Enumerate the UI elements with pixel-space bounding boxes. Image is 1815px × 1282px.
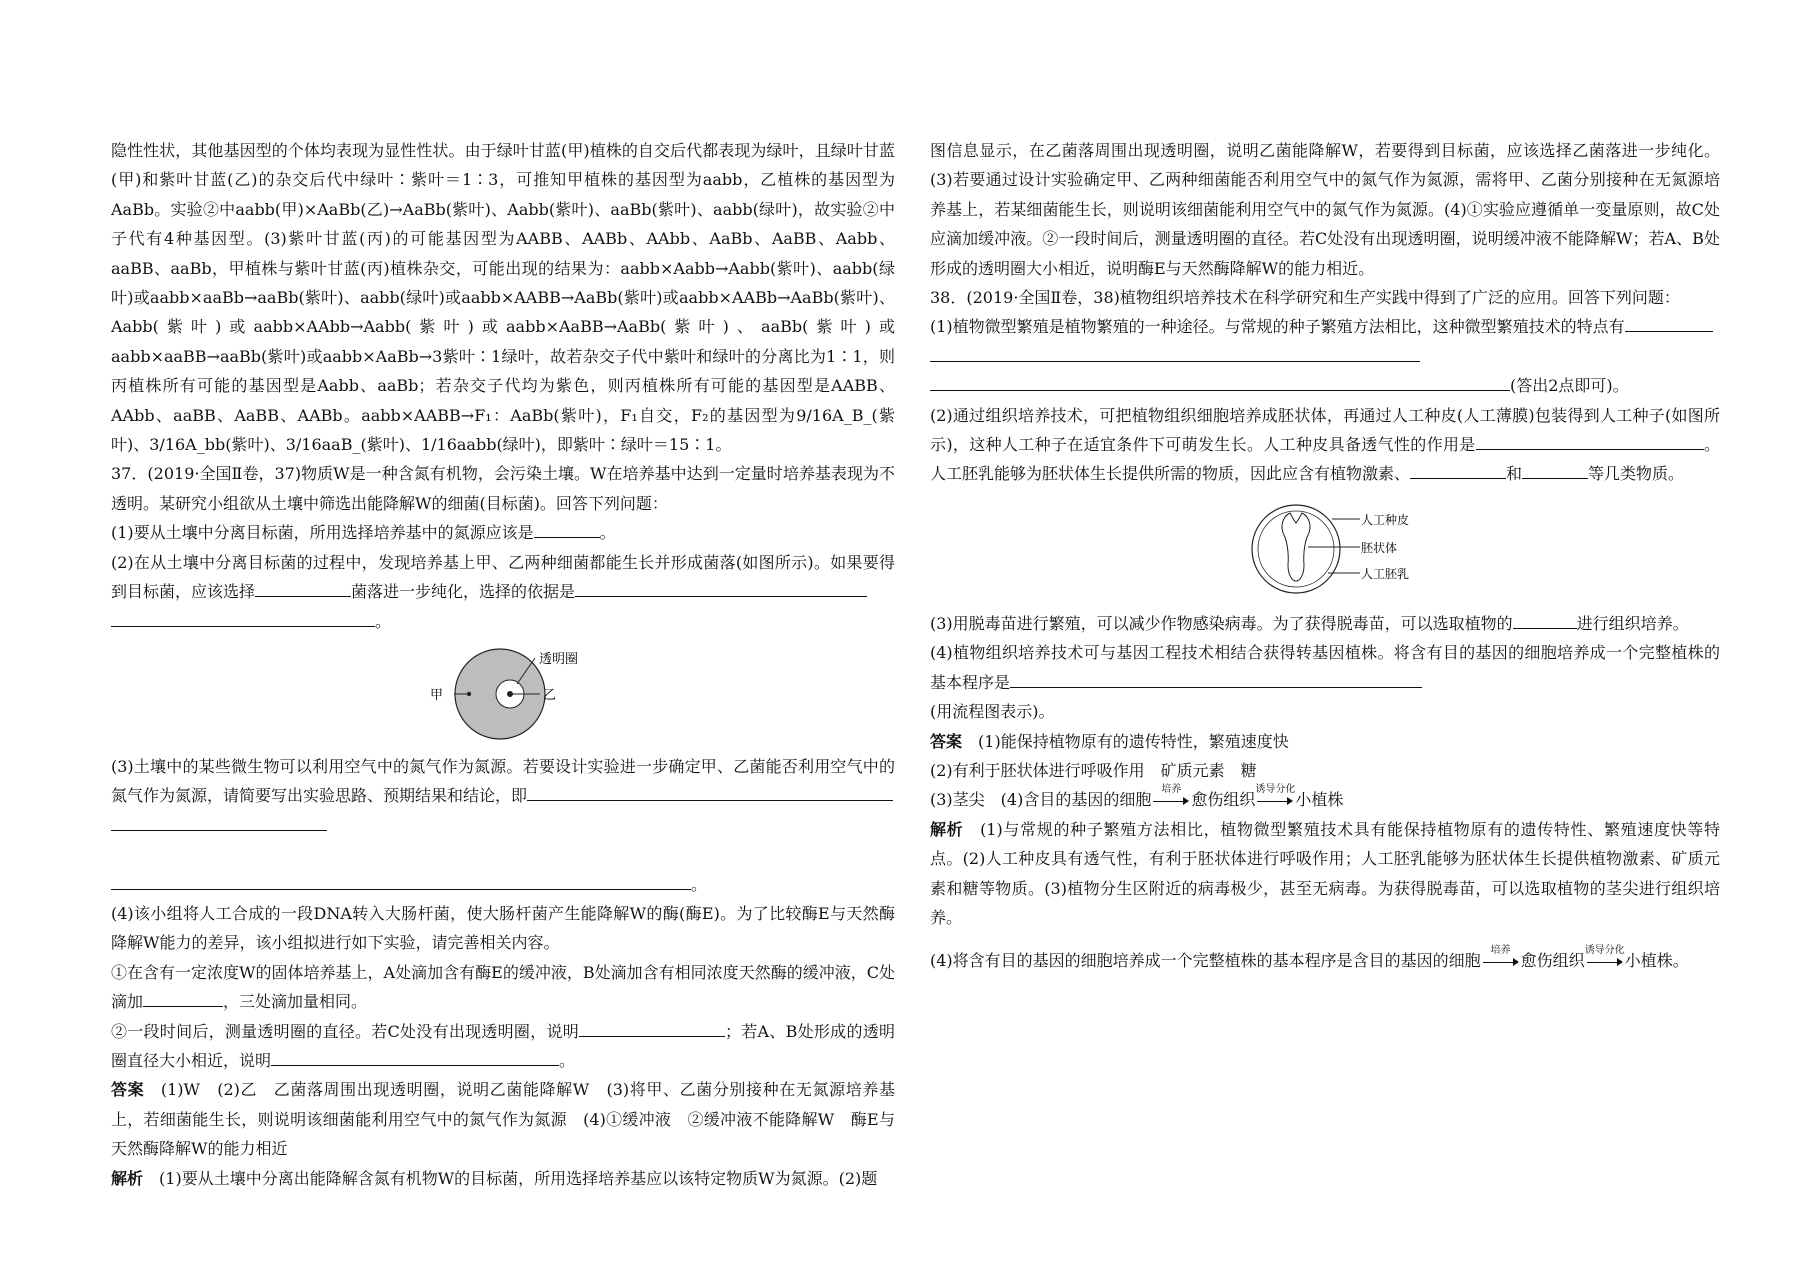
answer-blank: [1410, 460, 1506, 479]
analysis-37-continued: 图信息显示，在乙菌落周围出现透明圈，说明乙菌能降解W，若要得到目标菌，应该选择乙菌落进一步纯化。(3)若要通过设计实验确定甲、乙两种细菌能否利用空气中的氮气作为氮源，需将甲、乙菌分别接种在无氮源培养基上，若某细菌能生长，则说明该细菌能利用空气中的氮气作为氮源。(4)①实验应遵循单一变量原则，故C处应滴加缓冲液。②一段时间后，测量透明圈的直径。若C处没有出现透明圈，说明缓冲液不能降解W；若A、B处形成的透明圈大小相近，说明酶E与天然酶降解W的能力相近。: [930, 141, 1720, 278]
question-37-part-3: (3)土壤中的某些微生物可以利用空气中的氮气作为氮源。若要设计实验进一步确定甲、乙菌能否利用空气中的氮气作为氮源，请简要写出实验思路、预期结果和结论，即 。: [111, 756, 895, 894]
label-embryoid: 胚状体: [1361, 540, 1398, 555]
answer-blank: [930, 372, 1510, 391]
answer-38: 答案 (1)能保持植物原有的遗传特性，繁殖速度快 (2)有利于胚状体进行呼吸作用 矿质元素 糖 (3)茎尖 (4)含目的基因的细胞 培养 愈伤组织 诱导分化 小植株: [930, 731, 1344, 810]
arrow-right-icon: [1585, 958, 1625, 966]
answer-blank: [1476, 431, 1704, 450]
question-38-part-4: (4)植物组织培养技术可与基因工程技术相结合获得转基因植株。将含有目的基因的细胞培养成一个完整植株的基本程序是 (用流程图表示)。: [930, 643, 1720, 722]
figure-petri-dish: [111, 640, 895, 748]
label-yi: 乙: [543, 687, 557, 703]
question-37-part-4-1: ①在含有一定浓度W的固体培养基上，A处滴加含有酶E的缓冲液，B处滴加含有相同浓度天然酶的缓冲液，C处滴加 ，三处滴加量相同。: [111, 962, 895, 1012]
question-38-part-1: (1)植物微型繁殖是植物繁殖的一种途径。与常规的种子繁殖方法相比，这种微型繁殖技术的特点有 (答出2点即可)。: [930, 312, 1720, 400]
answer-37: 答案 (1)W (2)乙 乙菌落周围出现透明圈，说明乙菌能降解W (3)将甲、乙菌分别接种在无氮源培养基上，若细菌能生长，则说明该细菌能利用空气中的氮气作为氮源 (4)①缓冲液 ②缓冲液不能降解W 酶E与天然酶降解W的能力相近: [111, 1080, 895, 1159]
question-37-part-1: (1)要从土壤中分离目标菌，所用选择培养基中的氮源应该是 。: [111, 518, 895, 547]
question-37-part-2: (2)在从土壤中分离目标菌的过程中，发现培养基上甲、乙两种细菌都能生长并形成菌落(如图所示)。如果要得到目标菌，应该选择 菌落进一步纯化，选择的依据是 。: [111, 552, 895, 631]
answer-blank: [255, 578, 351, 597]
colony-yi: [507, 691, 513, 697]
label-artificial-endosperm: 人工胚乳: [1361, 566, 1410, 581]
left-column: [111, 136, 895, 1193]
paragraph-genetics-analysis: 隐性性状，其他基因型的个体均表现为显性性状。由于绿叶甘蓝(甲)植株的自交后代都表现为绿叶，且绿叶甘蓝(甲)和紫叶甘蓝(乙)的杂交后代中绿叶∶紫叶＝1∶3，可推知甲植株的基因型为aabb，乙植株的基因型为AaBb。实验②中aabb(甲)×AaBb(乙)→AaBb(紫叶)、Aabb(紫叶)、aaBb(紫叶)、aabb(绿叶)，故实验②中子代有4种基因型。(3)紫叶甘蓝(丙)的可能基因型为AABB、AABb、AAbb、AaBb、AaBB、Aabb、aaBB、aaBb，甲植株与紫叶甘蓝(丙)植株杂交，可能出现的结果为：aabb×Aabb→Aabb(紫叶)、aabb(绿叶)或aabb×aaBb→aaBb(紫叶)、aabb(绿叶)或aabb×AABB→AaBb(紫叶)或aabb×AABb→AaBb(紫叶)、Aabb(紫叶)或aabb×AAbb→Aabb(紫叶)或aabb×AaBB→AaBb(紫叶)、aaBb(紫叶)或aabb×aaBB→aaBb(紫叶)或aabb×AaBb→3紫叶∶1绿叶，故若杂交子代中紫叶和绿叶的分离比为1∶1，则丙植株所有可能的基因型是Aabb、aaBb；若杂交子代均为紫色，则丙植株所有可能的基因型是AABB、AAbb、aaBB、AaBB、AABb。aabb×AABB→F₁：AaBb(紫叶)，F₁自交，F₂的基因型为9/16A_B_(紫叶)、3/16A_bb(紫叶)、3/16aaB_(紫叶)、1/16aabb(绿叶)，即紫叶∶绿叶＝15∶1。: [111, 141, 895, 455]
label-jia: 甲: [430, 687, 444, 703]
label-transparent-ring: 透明圈: [539, 651, 579, 667]
arrow-right-icon: [1151, 797, 1191, 805]
flow-arrow-culture: 培养: [1151, 797, 1191, 805]
analysis-38: 解析 (1)与常规的种子繁殖方法相比，植物微型繁殖技术具有能保持植物原有的遗传特性、繁殖速度快等特点。(2)人工种皮具有透气性，有利于胚状体进行呼吸作用；人工胚乳能够为胚状体生长提供植物激素、矿质元素和糖等物质。(3)植物分生区附近的病毒极少，甚至无病毒。为获得脱毒苗，可以选取植物的茎尖进行组织培养。: [930, 819, 1720, 927]
answer-blank: [1625, 313, 1713, 332]
answer-blank: [111, 871, 691, 890]
answer-blank: [575, 578, 867, 597]
question-38-part-2: (2)通过组织培养技术，可把植物组织细胞培养成胚状体，再通过人工种皮(人工薄膜)包装得到人工种子(如图所示)，这种人工种子在适宜条件下可萌发生长。人工种皮具备透气性的作用是 。人工胚乳能够为胚状体生长提供所需的物质，因此应含有植物激素、 和 等几类物质。: [930, 405, 1720, 484]
answer-blank: [111, 812, 327, 831]
artificial-seed-diagram: [930, 493, 1720, 605]
figure-artificial-seed: [930, 493, 1720, 605]
question-37-intro: 37．(2019·全国Ⅱ卷，37)物质W是一种含氮有机物，会污染土壤。W在培养基中达到一定量时培养基表现为不透明。某研究小组欲从土壤中筛选出能降解W的细菌(目标菌)。回答下列问题：: [111, 464, 895, 513]
answer-blank: [111, 608, 375, 627]
answer-label: 答案: [111, 1080, 145, 1100]
analysis-label: 解析: [930, 819, 964, 839]
label-artificial-seed-coat: 人工种皮: [1361, 512, 1410, 527]
right-column: [930, 136, 1720, 976]
question-38-part-3: (3)用脱毒苗进行繁殖，可以减少作物感染病毒。为了获得脱毒苗，可以选取植物的 进行组织培养。: [930, 609, 1720, 638]
analysis-38-part-4: (4)将含有目的基因的细胞培养成一个完整植株的基本程序是含目的基因的细胞 培养 愈伤组织 诱导分化 小植株。: [930, 944, 1689, 971]
answer-blank: [534, 519, 600, 538]
flow-arrow-induction: 诱导分化: [1255, 797, 1295, 805]
question-38-intro: 38．(2019·全国Ⅱ卷，38)植物组织培养技术在科学研究和生产实践中得到了广泛的应用。回答下列问题：: [930, 288, 1680, 308]
question-37-part-4-2: ②一段时间后，测量透明圈的直径。若C处没有出现透明圈，说明 ；若A、B处形成的透明圈直径大小相近，说明 。: [111, 1017, 895, 1076]
answer-label: 答案: [930, 731, 963, 751]
analysis-label: 解析: [111, 1168, 144, 1188]
answer-blank: [143, 988, 223, 1007]
answer-blank: [527, 782, 893, 801]
flow-arrow-culture: 培养: [1481, 958, 1521, 966]
analysis-37: 解析 (1)要从土壤中分离出能降解含氮有机物W的目标菌，所用选择培养基应以该特定物质W为氮源。(2)题: [111, 1168, 878, 1188]
flow-arrow-induction: 诱导分化: [1585, 958, 1625, 966]
answer-blank: [1010, 669, 1422, 688]
arrow-right-icon: [1481, 958, 1521, 966]
question-37-part-4: (4)该小组将人工合成的一段DNA转入大肠杆菌，使大肠杆菌产生能降解W的酶(酶E)。为了比较酶E与天然酶降解W能力的差异，该小组拟进行如下实验，请完善相关内容。: [111, 903, 895, 953]
answer-blank: [271, 1047, 559, 1066]
colony-jia: [467, 692, 471, 696]
answer-blank: [930, 343, 1420, 362]
arrow-right-icon: [1255, 797, 1295, 805]
answer-blank: [579, 1018, 725, 1037]
answer-blank: [1522, 460, 1588, 479]
answer-blank: [1513, 610, 1577, 629]
petri-dish-diagram: [111, 640, 895, 748]
